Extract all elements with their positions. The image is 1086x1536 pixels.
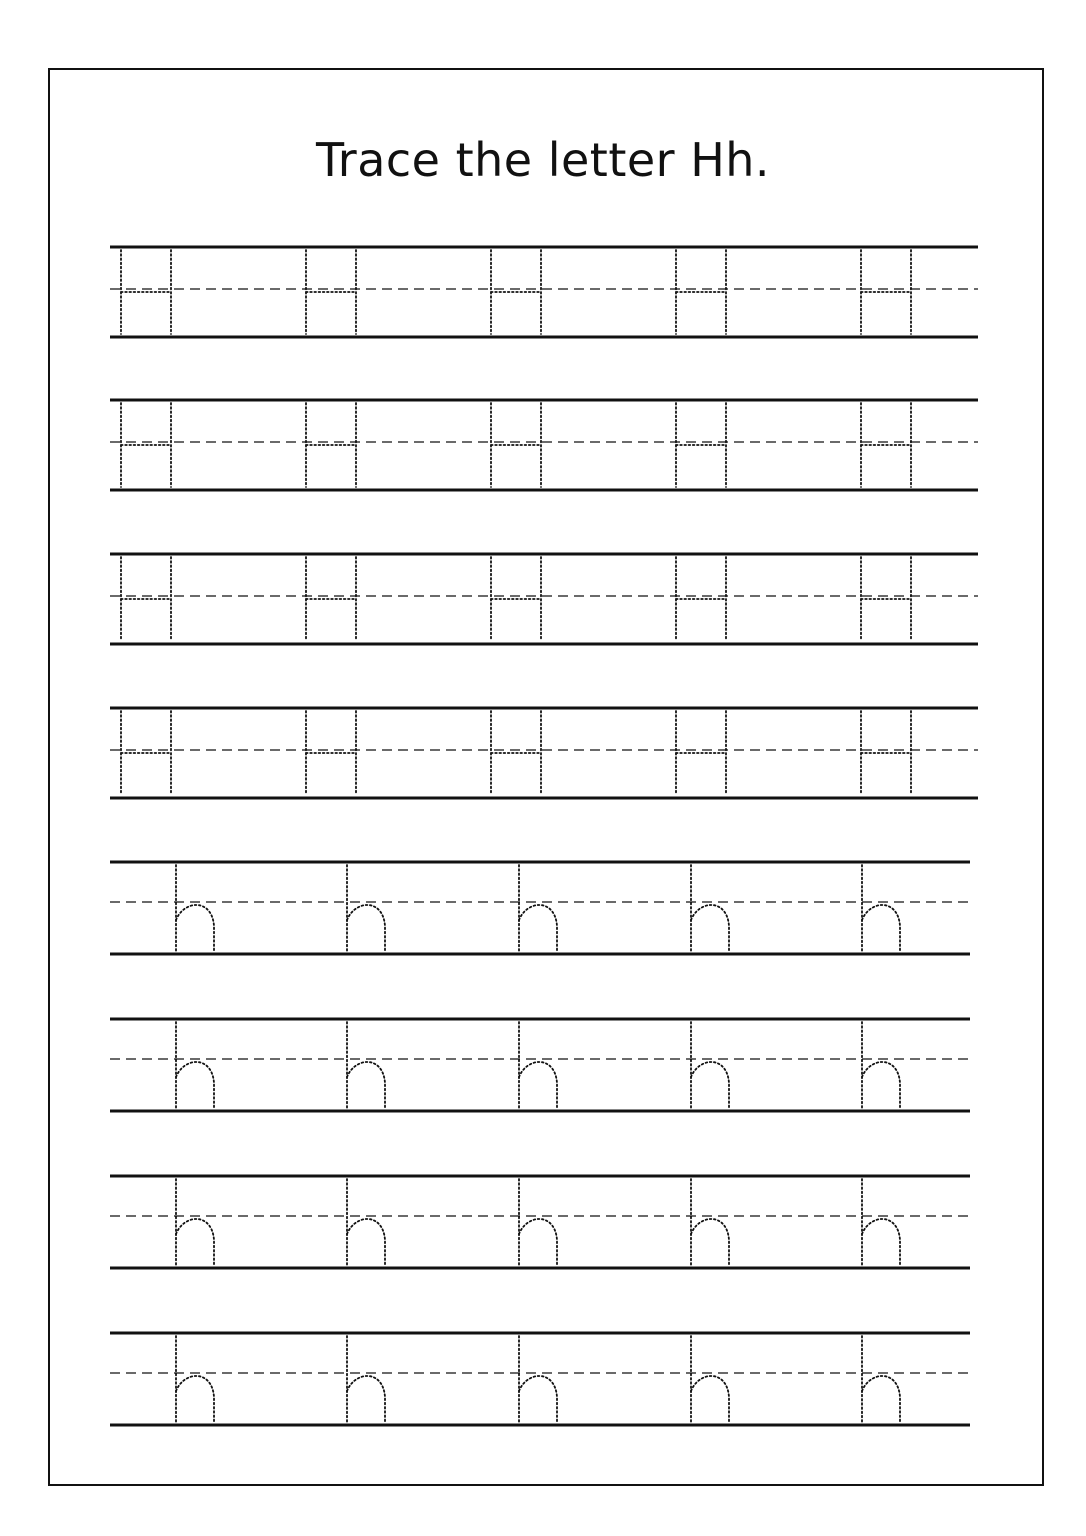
dotted-lowercase-h <box>347 1336 385 1422</box>
uppercase-practice-row <box>110 247 978 337</box>
dotted-uppercase-h <box>861 711 911 795</box>
dotted-uppercase-h <box>121 711 171 795</box>
dotted-uppercase-h <box>861 250 911 334</box>
dotted-lowercase-h <box>176 1336 214 1422</box>
dotted-uppercase-h <box>861 557 911 641</box>
dotted-uppercase-h <box>676 250 726 334</box>
dotted-lowercase-h <box>347 865 385 951</box>
dotted-lowercase-h <box>691 865 729 951</box>
dotted-lowercase-h <box>519 1336 557 1422</box>
dotted-uppercase-h <box>491 250 541 334</box>
uppercase-practice-row <box>110 708 978 798</box>
dotted-uppercase-h <box>121 403 171 487</box>
dotted-uppercase-h <box>306 250 356 334</box>
lowercase-practice-row <box>110 1019 970 1111</box>
dotted-lowercase-h <box>862 1179 900 1265</box>
dotted-uppercase-h <box>861 403 911 487</box>
dotted-uppercase-h <box>306 711 356 795</box>
dotted-uppercase-h <box>491 557 541 641</box>
dotted-lowercase-h <box>691 1022 729 1108</box>
dotted-uppercase-h <box>121 250 171 334</box>
dotted-uppercase-h <box>676 557 726 641</box>
dotted-lowercase-h <box>691 1336 729 1422</box>
dotted-lowercase-h <box>176 1179 214 1265</box>
lowercase-practice-row <box>110 1176 970 1268</box>
dotted-uppercase-h <box>676 711 726 795</box>
dotted-lowercase-h <box>862 1022 900 1108</box>
dotted-uppercase-h <box>121 557 171 641</box>
dotted-uppercase-h <box>676 403 726 487</box>
dotted-uppercase-h <box>306 403 356 487</box>
dotted-lowercase-h <box>862 1336 900 1422</box>
dotted-lowercase-h <box>519 1022 557 1108</box>
dotted-lowercase-h <box>176 1022 214 1108</box>
dotted-uppercase-h <box>491 403 541 487</box>
dotted-lowercase-h <box>347 1179 385 1265</box>
dotted-lowercase-h <box>176 865 214 951</box>
dotted-uppercase-h <box>491 711 541 795</box>
dotted-lowercase-h <box>519 1179 557 1265</box>
dotted-lowercase-h <box>691 1179 729 1265</box>
worksheet-title: Trace the letter Hh. <box>315 133 771 187</box>
dotted-uppercase-h <box>306 557 356 641</box>
dotted-lowercase-h <box>862 865 900 951</box>
uppercase-practice-row <box>110 554 978 644</box>
dotted-lowercase-h <box>347 1022 385 1108</box>
uppercase-practice-row <box>110 400 978 490</box>
lowercase-practice-row <box>110 862 970 954</box>
lowercase-practice-row <box>110 1333 970 1425</box>
dotted-lowercase-h <box>519 865 557 951</box>
